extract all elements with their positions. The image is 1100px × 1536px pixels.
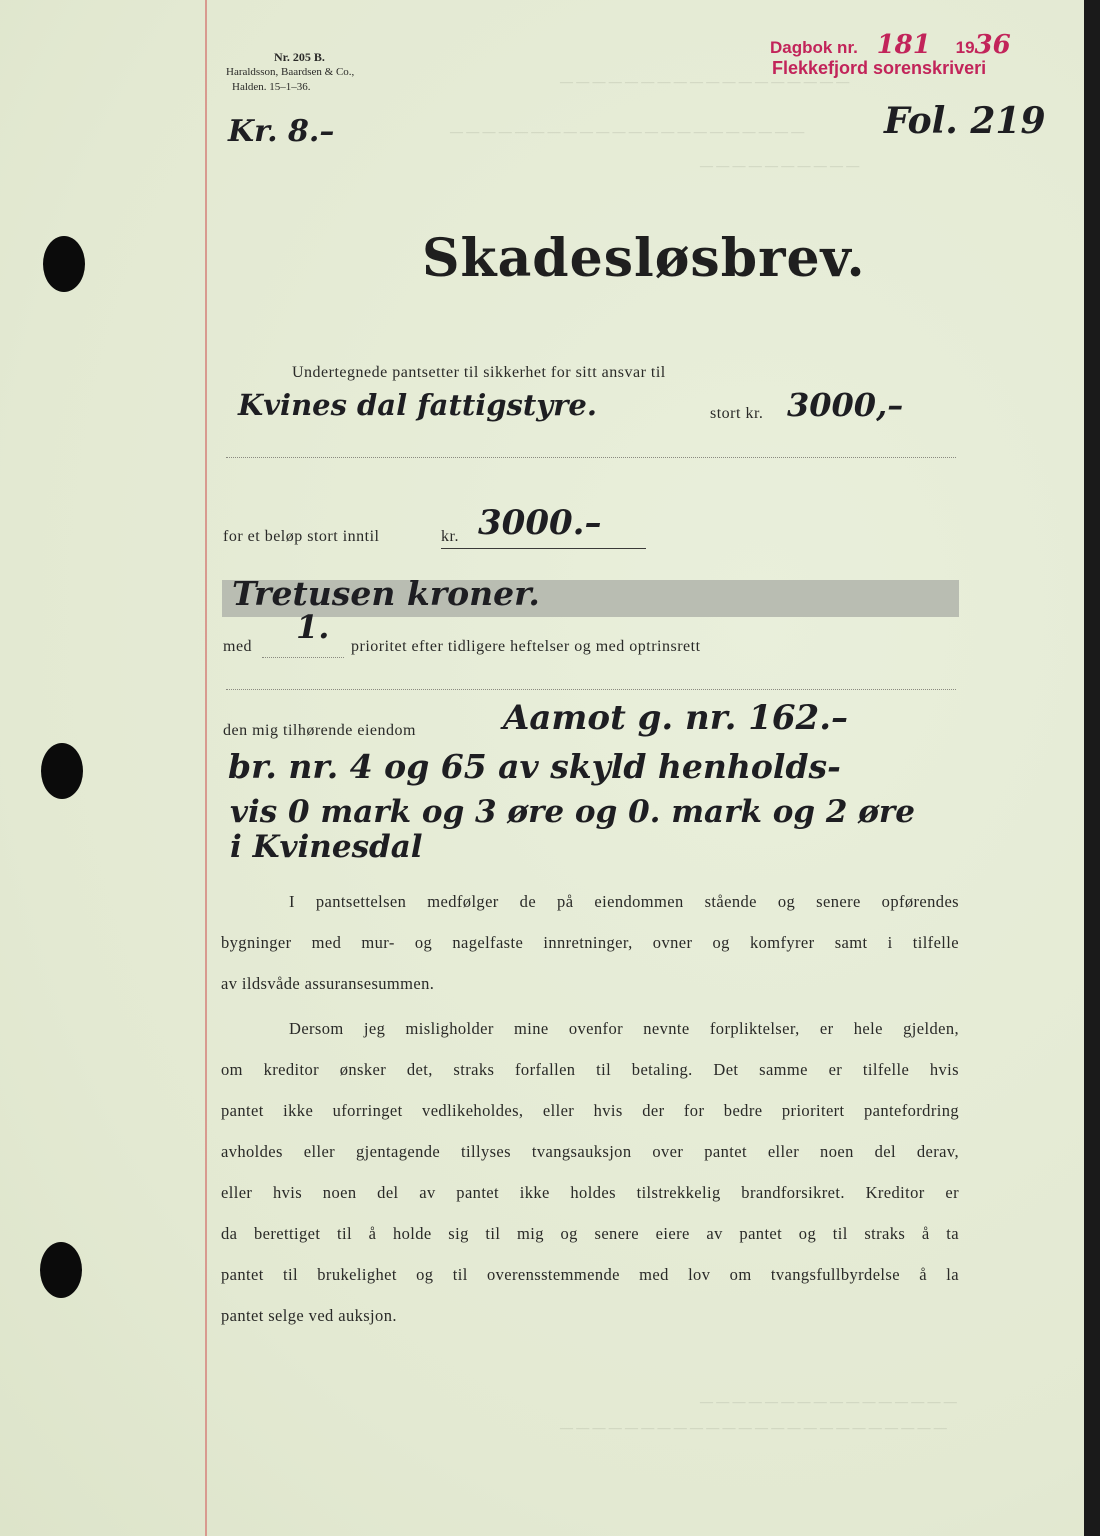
paragraph-line: bygninger med mur- og nagelfaste innretninger, ovner og komfyrer samt i tilfelle — [221, 933, 959, 952]
paragraph-line: av ildsvåde assuransesummen. — [221, 974, 435, 993]
property-line: Aamot g. nr. 162.– — [503, 698, 849, 738]
property-label: den mig tilhørende eiendom — [223, 722, 416, 739]
show-through-text: — — — — — — — — — — — — — — — — — — — — — — — [450, 124, 805, 139]
paragraph-line: pantet til brukelighet og til overensstemmende med lov om tvangsfullbyrdelse å la — [221, 1265, 959, 1284]
paragraph-line: I pantsettelsen medfølger de på eiendommen stående og senere opførendes — [289, 892, 959, 911]
show-through-text: — — — — — — — — — — — [700, 158, 860, 173]
intro-text: Undertegnede pantsetter til sikkerhet for sitt ansvar til — [292, 364, 666, 381]
form-number: Nr. 205 B. — [274, 50, 325, 64]
dagbok-label: Dagbok nr. — [770, 38, 858, 57]
show-through-text: — — — — — — — — — — — — — — — — — — — — — — — — — [560, 1420, 947, 1435]
year-suffix: 36 — [974, 30, 1011, 60]
belop-amount: 3000.– — [478, 503, 602, 543]
amount-in-words: Tretusen kroner. — [232, 574, 540, 613]
paragraph-line: om kreditor ønsker det, straks forfallen til betaling. Det samme er tilfelle hvis — [221, 1060, 959, 1079]
paragraph-line: da berettiget til å holde sig til mig og senere eiere av pantet og til straks å ta — [221, 1224, 959, 1243]
pledge-paragraph — [221, 881, 959, 1004]
default-paragraph — [221, 1008, 959, 1336]
paragraph-line: pantet selge ved auksjon. — [221, 1306, 397, 1325]
paragraph-line: pantet ikke uforringet vedlikeholdes, eller hvis der for bedre prioritert pantefordring — [221, 1101, 959, 1120]
amount-underline — [441, 548, 646, 549]
margin-rule — [205, 0, 207, 1536]
dotted-rule — [262, 657, 344, 658]
punch-hole — [41, 743, 83, 799]
belop-kr: kr. — [441, 528, 459, 545]
priority-text: prioritet efter tidligere heftelser og med optrinsrett — [351, 638, 701, 655]
stort-amount: 3000,– — [787, 386, 904, 424]
show-through-text: — — — — — — — — — — — — — — — — — — — [560, 74, 850, 89]
property-line: i Kvinesdal — [230, 829, 423, 865]
year-prefix: 19 — [955, 38, 975, 57]
paragraph-line: avholdes eller gjentagende tillyses tvangsauksjon over pantet eller noen del derav, — [221, 1142, 959, 1161]
property-line: br. nr. 4 og 65 av skyld henholds- — [228, 747, 841, 786]
fee-note: Kr. 8.– — [228, 114, 335, 149]
printer-place: Halden. 15–1–36. — [232, 81, 311, 93]
document-title: Skadesløsbrev. — [422, 228, 866, 289]
dagbok-number: 181 — [876, 30, 931, 60]
med-label: med — [223, 638, 253, 655]
dagbok-stamp — [770, 30, 1011, 60]
dotted-rule — [226, 689, 956, 690]
office-stamp: Flekkefjord sorenskriveri — [772, 58, 987, 78]
paragraph-line: Dersom jeg misligholder mine ovenfor nevnte forpliktelser, er hele gjelden, — [289, 1019, 959, 1038]
paragraph-line: eller hvis noen del av pantet ikke holdes tilstrekkelig brandforsikret. Kreditor er — [221, 1183, 959, 1202]
priority-number: 1. — [296, 608, 330, 646]
punch-hole — [40, 1242, 82, 1298]
form-info — [226, 50, 354, 95]
stort-label: stort kr. — [710, 405, 764, 422]
show-through-text: — — — — — — — — — — — — — — — — — [700, 1394, 957, 1409]
folio-note: Fol. 219 — [884, 100, 1046, 142]
belop-label: for et beløp stort inntil — [223, 528, 380, 545]
printer-name: Haraldsson, Baardsen & Co., — [226, 66, 355, 78]
punch-hole — [43, 236, 85, 292]
creditor-name: Kvines dal fattigstyre. — [238, 388, 597, 422]
property-line: vis 0 mark og 3 øre og 0. mark og 2 øre — [230, 794, 915, 830]
dotted-rule — [226, 457, 956, 458]
